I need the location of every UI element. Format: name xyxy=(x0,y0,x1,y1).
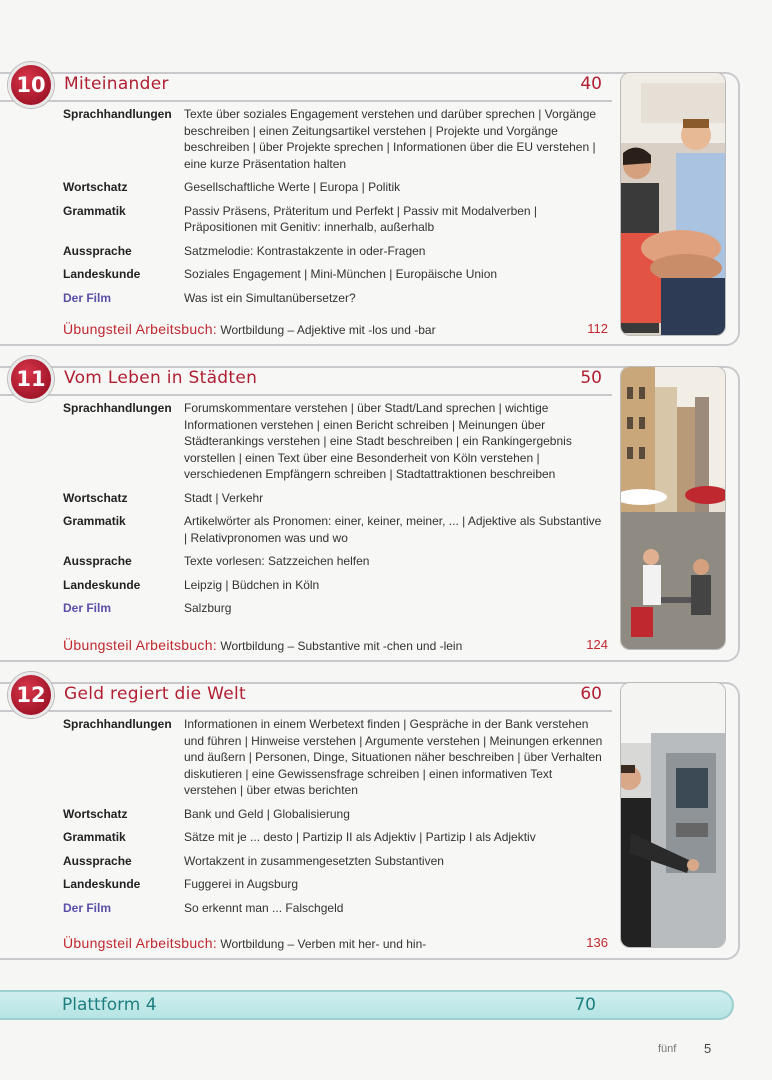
chapter-photo-city xyxy=(620,366,726,650)
workbook-label: Übungsteil Arbeitsbuch: xyxy=(63,637,217,653)
workbook-text: Wortbildung – Adjektive mit -los und -bar xyxy=(220,323,436,337)
row-der-film xyxy=(63,900,603,917)
chapter-number-badge: 11 xyxy=(8,356,54,402)
workbook-page[interactable]: 124 xyxy=(586,637,608,652)
row-value: Passiv Präsens, Präteritum und Perfekt | Passiv mit Modalverben | Präpositionen mit Genitiv: innerhalb, außerhalb xyxy=(184,203,538,234)
row-label: Aussprache xyxy=(63,243,132,258)
chapter-title[interactable]: Vom Leben in Städten xyxy=(64,368,258,388)
chapter-10 xyxy=(0,72,740,346)
row-grammatik xyxy=(63,829,603,846)
row-der-film xyxy=(63,290,603,307)
plattform-title[interactable]: Plattform 4 xyxy=(62,995,157,1015)
row-label: Der Film xyxy=(63,900,112,915)
chapter-photo-teamwork xyxy=(620,72,726,336)
row-label: Sprachhandlungen xyxy=(63,401,172,415)
row-sprachhandlungen xyxy=(63,716,603,799)
row-grammatik xyxy=(63,513,603,546)
row-value: So erkennt man ... Falschgeld xyxy=(184,900,344,915)
row-value: Soziales Engagement | Mini-München | Europäische Union xyxy=(184,267,498,281)
row-sprachhandlungen xyxy=(63,400,603,483)
plattform-page-number[interactable]: 70 xyxy=(574,995,596,1015)
workbook-line xyxy=(63,320,608,339)
row-landeskunde xyxy=(63,266,603,283)
chapter-page-number[interactable]: 60 xyxy=(580,684,602,704)
row-label: Grammatik xyxy=(63,203,126,218)
footer-page-number: 5 xyxy=(704,1041,712,1056)
atm-photo-icon xyxy=(621,683,725,947)
row-der-film xyxy=(63,600,603,617)
footer-page-word: fünf xyxy=(658,1043,677,1055)
row-grammatik xyxy=(63,203,603,236)
row-value: Wortakzent in zusammengesetzten Substantiven xyxy=(184,853,444,868)
chapter-page-number[interactable]: 50 xyxy=(580,368,602,388)
row-value: Salzburg xyxy=(184,601,232,615)
row-label: Grammatik xyxy=(63,830,126,844)
chapter-number-badge: 10 xyxy=(8,62,54,108)
row-value: Texte über soziales Engagement verstehen und darüber sprechen | Vorgänge beschreiben | einen Zeitungsartikel verstehen | Projekte und Vorgänge beschreiben | über Projekte sprechen | Informationen über die EU verstehen | eine kurze Präsentation halten xyxy=(184,107,597,171)
row-wortschatz xyxy=(63,490,603,507)
row-wortschatz xyxy=(63,179,603,196)
chapter-rows xyxy=(63,716,603,923)
chapter-rows xyxy=(63,106,603,313)
workbook-page[interactable]: 112 xyxy=(587,321,608,336)
chapter-rows xyxy=(63,400,603,624)
row-label: Der Film xyxy=(63,290,112,305)
row-sprachhandlungen xyxy=(63,106,603,172)
row-value: Gesellschaftliche Werte | Europa | Politik xyxy=(184,180,401,194)
workbook-page[interactable]: 136 xyxy=(586,935,608,950)
teamwork-photo-icon xyxy=(621,73,725,335)
row-value: Sätze mit je ... desto | Partizip II als Adjektiv | Partizip I als Adjektiv xyxy=(184,830,536,844)
row-label: Der Film xyxy=(63,601,112,615)
workbook-line xyxy=(63,934,608,953)
chapter-11 xyxy=(0,366,740,662)
row-label: Landeskunde xyxy=(63,877,141,891)
workbook-line xyxy=(63,636,608,655)
workbook-label: Übungsteil Arbeitsbuch: xyxy=(63,935,217,951)
row-value: Texte vorlesen: Satzzeichen helfen xyxy=(184,554,370,568)
plattform-bar xyxy=(0,990,734,1020)
row-aussprache xyxy=(63,243,603,260)
row-value: Satzmelodie: Kontrastakzente in oder-Fragen xyxy=(184,243,426,258)
row-label: Wortschatz xyxy=(63,180,128,194)
row-wortschatz xyxy=(63,806,603,823)
chapter-12 xyxy=(0,682,740,960)
row-aussprache xyxy=(63,553,603,570)
row-label: Wortschatz xyxy=(63,806,128,821)
row-label: Landeskunde xyxy=(63,267,141,281)
row-value: Forumskommentare verstehen | über Stadt/Land sprechen | wichtige Informationen verstehen | einen Bericht schreiben | Meinungen über Städterankings verstehen | eine Stadt beschreiben | ein Rankingergebnis vorstellen | einen Text über eine Besonderheit von Köln verstehen | verschiedenen Empfängern schreiben | Stadtattraktionen beschreiben xyxy=(184,401,572,481)
row-landeskunde xyxy=(63,577,603,594)
row-landeskunde xyxy=(63,876,603,893)
city-street-photo-icon xyxy=(621,367,725,649)
row-label: Sprachhandlungen xyxy=(63,107,172,121)
workbook-text: Wortbildung – Verben mit her- und hin- xyxy=(220,937,427,951)
chapter-photo-atm xyxy=(620,682,726,948)
row-label: Aussprache xyxy=(63,853,132,868)
row-value: Artikelwörter als Pronomen: einer, keiner, meiner, ... | Adjektive als Substantive | Relativpronomen was und wo xyxy=(184,514,602,545)
row-label: Landeskunde xyxy=(63,577,141,592)
row-value: Was ist ein Simultanübersetzer? xyxy=(184,290,356,305)
chapter-title[interactable]: Miteinander xyxy=(64,74,169,94)
chapter-title[interactable]: Geld regiert die Welt xyxy=(64,684,246,704)
chapter-number-badge: 12 xyxy=(8,672,54,718)
chapter-page-number[interactable]: 40 xyxy=(580,74,602,94)
row-label: Aussprache xyxy=(63,554,132,568)
row-value: Stadt | Verkehr xyxy=(184,490,264,505)
row-label: Grammatik xyxy=(63,514,126,528)
row-value: Fuggerei in Augsburg xyxy=(184,877,299,891)
row-aussprache xyxy=(63,853,603,870)
row-value: Bank und Geld | Globalisierung xyxy=(184,806,350,821)
row-label: Sprachhandlungen xyxy=(63,717,172,731)
row-value: Informationen in einem Werbetext finden | Gespräche in der Bank verstehen und führen | Hinweise verstehen | Argumente verstehen | Meinungen erkennen und äußern | Personen, Dinge, Situationen näher beschreiben | über Verhalten diskutieren | eine Gewissensfrage schreiben | einen informativen Text verstehen | über etwas berichten xyxy=(184,717,603,797)
workbook-text: Wortbildung – Substantive mit -chen und -lein xyxy=(220,639,463,653)
row-label: Wortschatz xyxy=(63,490,128,505)
workbook-label: Übungsteil Arbeitsbuch: xyxy=(63,321,217,337)
row-value: Leipzig | Büdchen in Köln xyxy=(184,577,320,592)
